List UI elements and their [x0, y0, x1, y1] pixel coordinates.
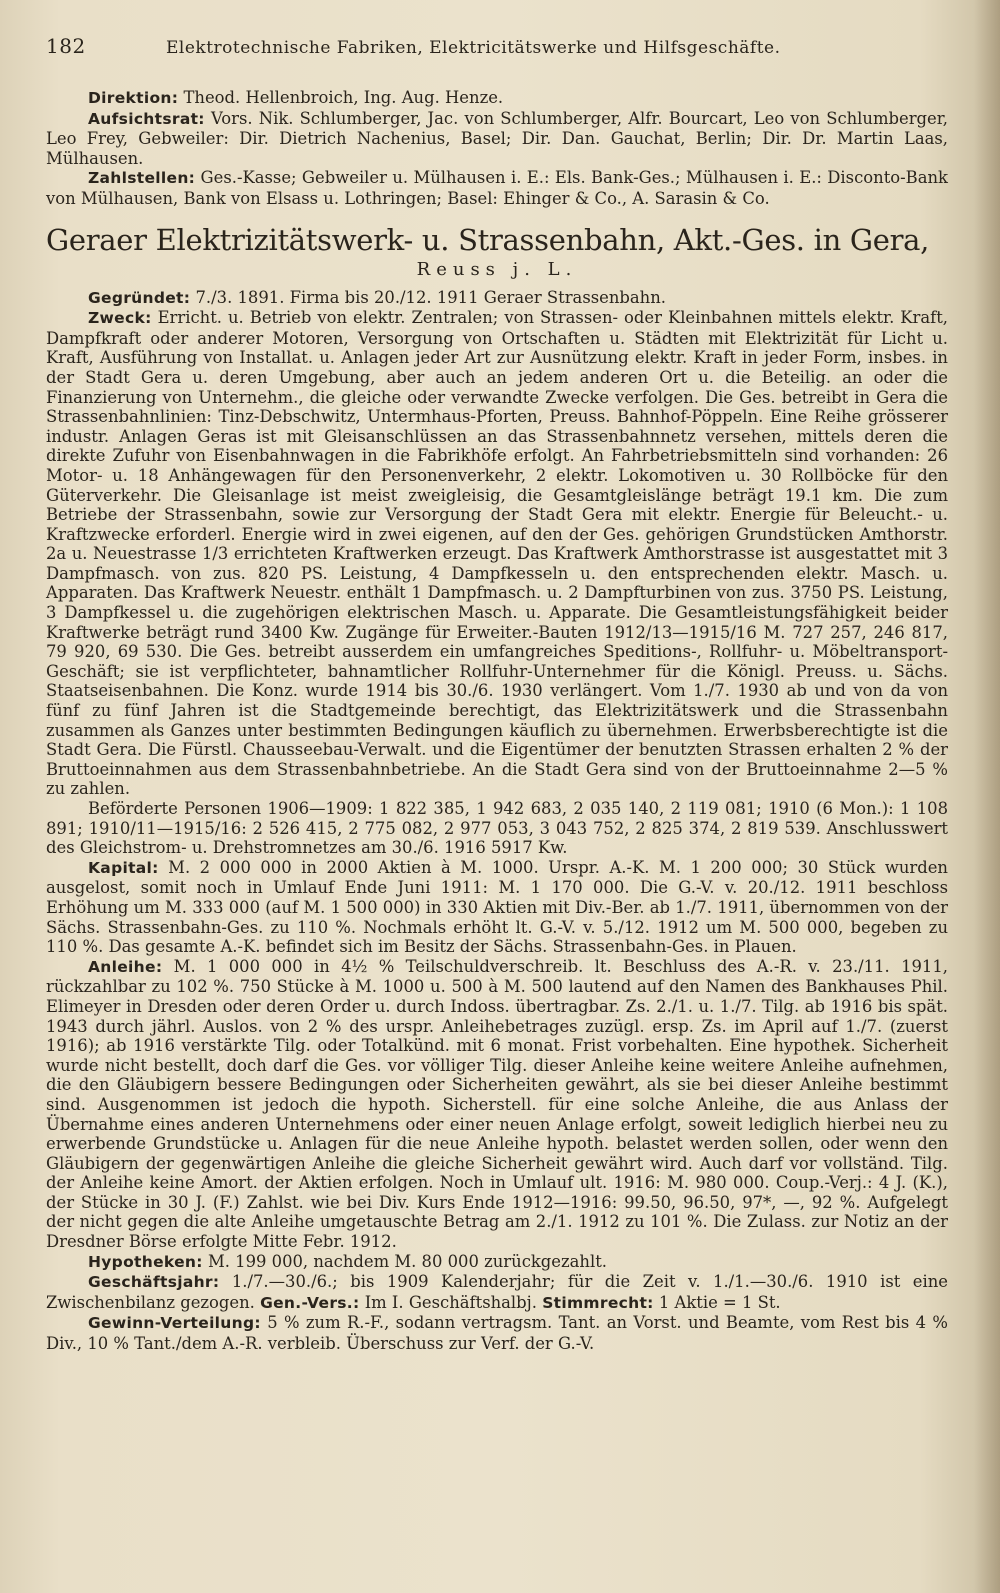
anleihe-text: M. 1 000 000 in 4½ % Teilschuldverschreib. lt. Beschluss des A.-R. v. 23./11. 1911, rückzahlbar zu 102 %. 750 Stücke à M. 1000 u. 500 à M. 500 lautend auf den Namen des Bankhauses Phil. Elimeyer in Dresden oder deren Order u. durch Indoss. übertragbar. Zs. 2./1. u. 1./7. Tilg. ab 1916 bis spät. 1943 durch jährl. Auslos. von 2 % des urspr. Anleihebetrages zuzügl. ersp. Zs. im April auf 1./7. (zuerst 1916); ab 1916 verstärkte Tilg. oder Totalkünd. mit 6 monat. Frist vorbehalten. Eine hypothek. Sicherheit wurde nicht bestellt, doch darf die Ges. vor völliger Tilg. dieser Anleihe keine weitere Anleihe aufnehmen, die den Gläubigern bessere Bedingungen oder Sicherheiten gewährt, als sie bei dieser Anleihe bestimmt sind. Ausgenommen ist jedoch die hypoth. Sicherstell. für eine solche Anleihe, die aus Anlass der Übernahme eines anderen Unternehmens oder einer neuen Anlage erfolgt, soweit lediglich hierbei neu zu erwerbende Grundstücke u. Anlagen für die neue Anleihe hypoth. belastet werden sollen, oder wenn den Gläubigern der gegenwärtigen Anleihe die gleiche Sicherheit gewährt wird. Auch darf vor vollständ. Tilg. der Anleihe keine Amort. der Aktien erfolgen. Noch in Umlauf ult. 1916: M. 980 000. Coup.-Verj.: 4 J. (K.), der Stücke in 30 J. (F.) Zahlst. wie bei Div. Kurs Ende 1912—1916: 99.50, 96.50, 97*, —, 92 %. Aufgelegt der nicht gegen die alte Anleihe umgetauschte Betrag am 2./1. 1912 zu 101 %. Die Zulass. zur Notiz an der Dresdner Börse erfolgte Mitte Febr. 1912. [46, 956, 948, 1252]
genvers-label: Gen.-Vers.: [260, 1293, 360, 1312]
kapital-label: Kapital: [88, 858, 159, 877]
gewinn-text: 5 % zum R.-F., sodann vertragsm. Tant. an Vorst. und Beamte, vom Rest bis 4 % Div., 10 % Tant./dem A.-R. verbleib. Überschuss zur Verf. der G.-V. [46, 1313, 948, 1354]
geschaeftsjahr-paragraph [46, 1272, 948, 1313]
stimmrecht-label: Stimmrecht: [542, 1293, 654, 1312]
hypotheken-paragraph [46, 1252, 948, 1273]
geschaeftsjahr-label: Geschäftsjahr: [88, 1273, 220, 1292]
company-subtitle: Reuss j. L. [416, 258, 578, 280]
zahlstellen-label: Zahlstellen: [88, 169, 196, 188]
genvers-text: Im I. Geschäftshalbj. [364, 1292, 537, 1312]
direktion-label: Direktion: [88, 89, 179, 107]
hypotheken-text: M. 199 000, nachdem M. 80 000 zurückgezahlt. [207, 1251, 608, 1271]
page-header [46, 34, 948, 58]
hypotheken-label: Hypotheken: [88, 1252, 203, 1271]
befoerderte-paragraph: Beförderte Personen 1906—1909: 1 822 385, 1 942 683, 2 035 140, 2 119 081; 1910 (6 Mon.): 1 108 891; 1910/11—1915/16: 2 526 415, 2 775 082, 2 977 053, 3 043 752, 2 825 374, 2 819 539. Anschlusswert des Gleichstrom- u. Drehstromnetzes am 30./6. 1916 5917 Kw. [46, 799, 948, 858]
aufsichtsrat-paragraph [46, 109, 948, 169]
previous-entry [46, 88, 948, 209]
aufsichtsrat-text: Vors. Nik. Schlumberger, Jac. von Schlumberger, Alfr. Bourcart, Leo von Schlumberger, Leo Frey, Gebweiler: Dir. Dietrich Nachenius, Basel; Dir. Dan. Gauchat, Berlin; Dir. Dr. Martin Laas, Mülhausen. [46, 108, 948, 168]
zweck-paragraph [46, 308, 948, 799]
company-entry [46, 288, 948, 1354]
stimmrecht-text: 1 Aktie = 1 St. [658, 1292, 781, 1312]
page-number: 182 [46, 34, 86, 58]
running-title: Elektrotechnische Fabriken, Elektricitätswerke und Hilfsgeschäfte. [166, 38, 781, 58]
aufsichtsrat-label: Aufsichtsrat: [88, 109, 205, 128]
zweck-label: Zweck: [88, 309, 152, 328]
company-title: Geraer Elektrizitätswerk- u. Strassenbahn, Akt.-Ges. in Gera, [46, 222, 930, 257]
zweck-text: Erricht. u. Betrieb von elektr. Zentralen; von Strassen- oder Kleinbahnen mittels elektr. Kraft, Dampfkraft oder anderer Motoren, Versorgung von Ortschaften u. Städten mit Elektrizität für Licht u. Kraft, Ausführung von Installat. u. Anlagen jeder Art zur Ausnützung elektr. Kraft in jeder Form, insbes. in der Stadt Gera u. deren Umgebung, aber auch an jedem anderen Ort u. die Beteilig. an oder die Finanzierung von Unternehm., die gleiche oder verwandte Zwecke verfolgen. Die Ges. betreibt in Gera die Strassenbahnlinien: Tinz-Debschwitz, Untermhaus-Pforten, Preuss. Bahnhof-Pöppeln. Eine Reihe grösserer industr. Anlagen Geras ist mit Gleisanschlüssen an das Strassenbahnnetz versehen, mittels deren die direkte Zufuhr von Eisenbahnwagen in die Fabrikhöfe erfolgt. An Fahrbetriebsmitteln sind vorhanden: 26 Motor- u. 18 Anhängewagen für den Personenverkehr, 2 elektr. Lokomotiven u. 30 Rollböcke für den Güterverkehr. Die Gleisanlage ist meist zweigleisig, die Gesamtgleislänge beträgt 19.1 km. Die zum Betriebe der Strassenbahn, sowie zur Versorgung der Stadt Gera mit elektr. Energie für Beleucht.- u. Kraftzwecke erforderl. Energie wird in zwei eigenen, auf den der Ges. gehörigen Grundstücken Amthorstr. 2a u. Neuestrasse 1/3 errichteten Kraftwerken erzeugt. Das Kraftwerk Amthorstrasse ist ausgestattet mit 3 Dampfmasch. von zus. 820 PS. Leistung, 4 Dampfkesseln u. den entsprechenden elektr. Masch. u. Apparaten. Das Kraftwerk Neuestr. enthält 1 Dampfmasch. u. 2 Dampfturbinen von zus. 3750 PS. Leistung, 3 Dampfkessel u. die zugehörigen elektrischen Masch. u. Apparate. Die Gesamtleistungsfähigkeit beider Kraftwerke beträgt rund 3400 Kw. Zugänge für Erweiter.-Bauten 1912/13—1915/16 M. 727 257, 246 817, 79 920, 69 530. Die Ges. betreibt ausserdem ein umfangreiches Speditions-, Rollfuhr- u. Möbeltransport-Geschäft; sie ist verpflichteter, bahnamtlicher Rollfuhr-Unternehmer für die Königl. Preuss. u. Sächs. Staatseisenbahnen. Die Konz. wurde 1914 bis 30./6. 1930 verlängert. Vom 1./7. 1930 ab und von da von fünf zu fünf Jahren ist die Stadtgemeinde berechtigt, das Elektrizitätswerk und die Strassenbahn zusammen als Ganzes unter bestimmten Bedingungen käuflich zu übernehmen. Erwerbsberechtigte ist die Stadt Gera. Die Fürstl. Chausseebau-Verwalt. und die Eigentümer der benutzten Strassen erhalten 2 % der Bruttoeinnahmen aus dem Strassenbahnbetriebe. An die Stadt Gera sind von der Bruttoeinnahme 2—5 % zu zahlen. [46, 308, 948, 799]
gegruendet-label: Gegründet: [88, 288, 191, 307]
anleihe-label: Anleihe: [88, 957, 163, 976]
direktion-paragraph [46, 88, 948, 109]
gewinn-label: Gewinn-Verteilung: [88, 1314, 261, 1333]
gewinn-paragraph [46, 1313, 948, 1353]
kapital-text: M. 2 000 000 in 2000 Aktien à M. 1000. Urspr. A.-K. M. 1 200 000; 30 Stück wurden ausgelost, somit noch in Umlauf Ende Juni 1911: M. 1 170 000. Die G.-V. v. 20./12. 1911 beschloss Erhöhung um M. 333 000 (auf M. 1 500 000) in 330 Aktien mit Div.-Ber. ab 1./7. 1911, übernommen von der Sächs. Strassenbahn-Ges. zu 110 %. Nochmals erhöht lt. G.-V. v. 5./12. 1912 um M. 500 000, begeben zu 110 %. Das gesamte A.-K. befindet sich im Besitz der Sächs. Strassenbahn-Ges. in Plauen. [46, 857, 948, 957]
geschaeftsjahr-text: 1./7.—30./6.; bis 1909 Kalenderjahr; für die Zeit v. 1./1.—30./6. 1910 ist eine Zwischenbilanz gezogen. [46, 1272, 948, 1312]
zahlstellen-paragraph [46, 168, 948, 208]
anleihe-paragraph [46, 957, 948, 1252]
kapital-paragraph [46, 858, 948, 957]
direktion-text: Theod. Hellenbroich, Ing. Aug. Henze. [183, 88, 504, 107]
zahlstellen-text: Ges.-Kasse; Gebweiler u. Mülhausen i. E.: Els. Bank-Ges.; Mülhausen i. E.: Disconto-Bank von Mülhausen, Bank von Elsass u. Lothringen; Basel: Ehinger & Co., A. Sarasin & Co. [46, 168, 948, 208]
gegruendet-paragraph [46, 288, 948, 309]
gegruendet-text: 7./3. 1891. Firma bis 20./12. 1911 Geraer Strassenbahn. [195, 287, 666, 307]
